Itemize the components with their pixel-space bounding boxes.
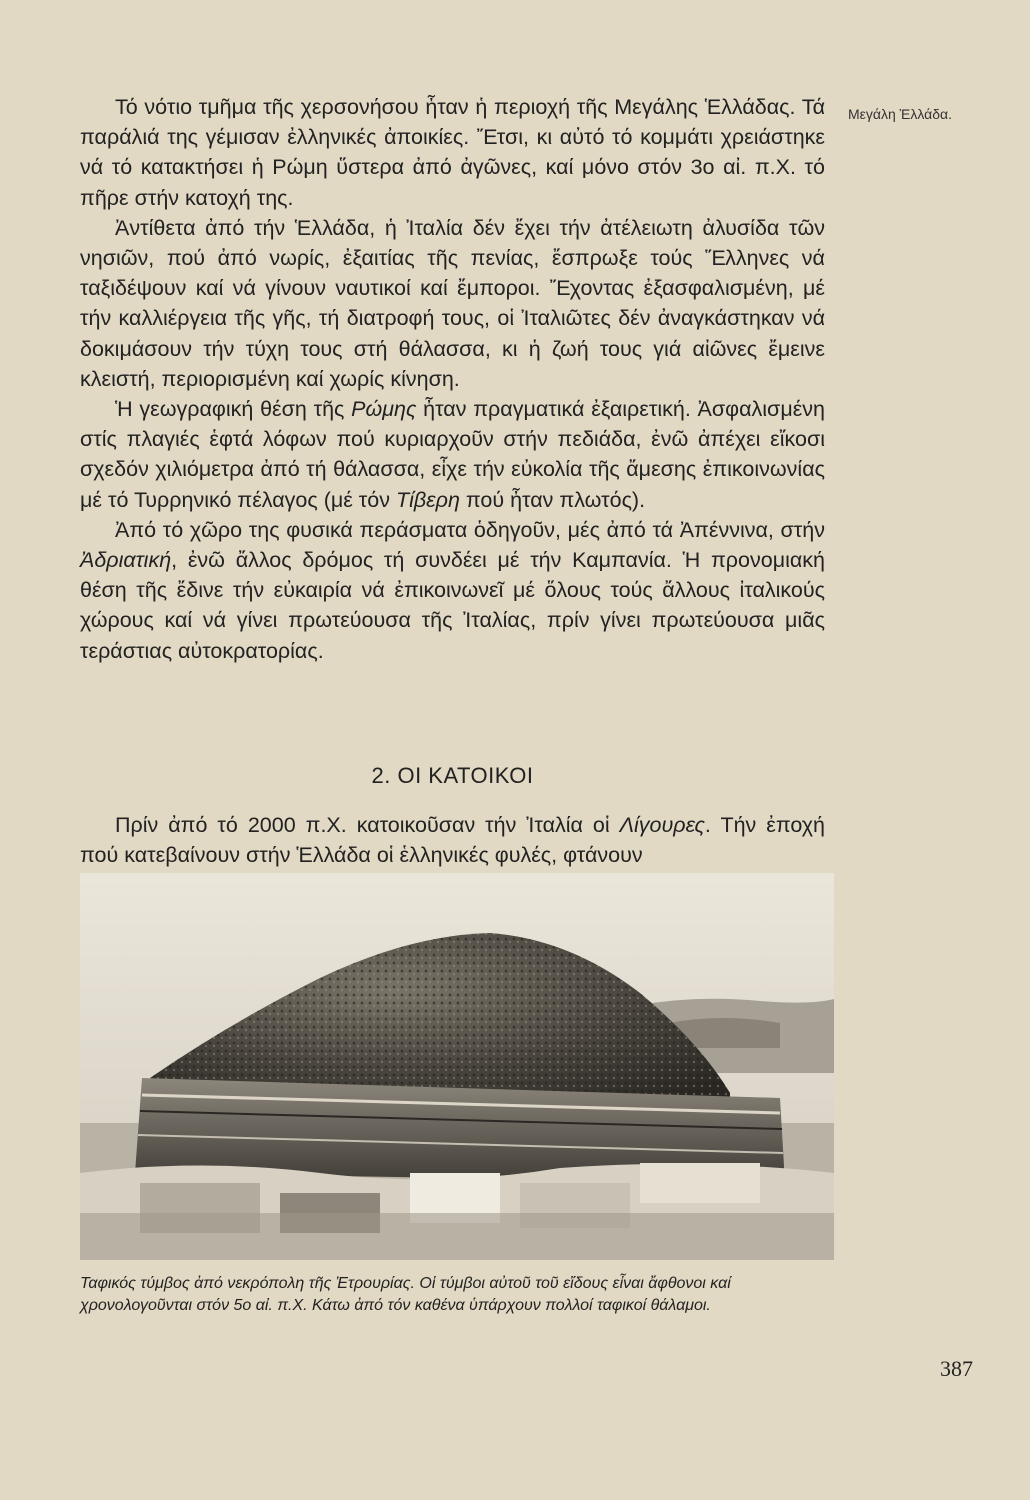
italic-term: Ρώμης <box>351 397 417 422</box>
paragraph <box>80 394 825 515</box>
tumulus-photo <box>80 873 834 1260</box>
text-run: ἦταν πραγματικά ἐξαιρετική. Ἀσφαλισμένη στίς πλαγιές ἑφτά λόφων πού κυριαρχοῦν στήν πεδιάδα, ἐνῶ ἀπέχει εἴκοσι σχεδόν χιλιόμετρα ἀπό τή θάλασσα, εἶχε τήν εὐκολία τῆς ἄμεσης ἐπικοινωνίας μέ τό Τυρρηνικό πέλαγος (μέ τόν <box>80 397 826 512</box>
paragraph <box>80 213 825 394</box>
page-number: 387 <box>940 1356 973 1381</box>
text-run: Πρίν ἀπό τό 2000 π.Χ. κατοικοῦσαν τήν Ἰταλία οἱ <box>115 813 620 837</box>
main-text <box>80 92 825 666</box>
margin-note: Μεγάλη Ἑλλάδα. <box>848 106 953 122</box>
text-run: Ἀντίθετα ἀπό τήν Ἑλλάδα, ἡ Ἰταλία δέν ἔχει τήν ἀτέλειωτη ἀλυσίδα τῶν νησιῶν, πού ἀπό νωρίς, ἐξαιτίας τῆς πενίας, ἔσπρωξε τούς Ἕλληνες νά ταξιδέψουν καί νά γίνουν ναυτικοί καί ἔμποροι. Ἔχοντας ἐξασφαλισμένη, μέ τήν καλλιέργεια τῆς γῆς, τή διατροφή τους, οἱ Ἰταλιῶτες δέν ἀναγκάστηκαν νά δοκιμάσουν τήν τύχη τους στή θάλασσα, κι ἡ ζωή τους γιά αἰῶνες ἔμεινε κλειστή, περιορισμένη καί χωρίς κίνηση. <box>80 215 825 391</box>
text-run: Ἡ γεωγραφική θέση τῆς <box>115 397 352 422</box>
paragraph <box>80 515 825 666</box>
italic-term: Ἀδριατική <box>80 548 172 573</box>
paragraph <box>80 810 825 870</box>
text-run: . Τήν ἐποχή πού κατεβαίνουν στήν Ἑλλάδα οἱ ἑλληνικές φυλές, φτάνουν <box>80 813 826 868</box>
italic-term: Τίβερη <box>395 487 460 512</box>
photo-caption: Ταφικός τύμβος ἀπό νεκρόπολη τῆς Ἐτρουρίας. Οἱ τύμβοι αὐτοῦ τοῦ εἴδους εἶναι ἄφθονοι καί χρονολογοῦνται στόν 5ο αἰ. π.Χ. Κάτω ἀπό τόν καθένα ὑπάρχουν πολλοί ταφικοί θάλαμοι. <box>80 1275 731 1314</box>
tumulus-illustration <box>80 873 834 1260</box>
main-text-continued <box>80 810 825 870</box>
text-run: πού ἦταν πλωτός). <box>459 487 646 512</box>
text-run: , ἐνῶ ἄλλος δρόμος τή συνδέει μέ τήν Καμπανία. Ἡ προνομιακή θέση τῆς ἔδινε τήν εὐκαιρία νά ἐπικοινωνεῖ μέ ὅλους τούς ἄλλους ἰταλικούς χώρους καί νά γίνει πρωτεύουσα τῆς Ἰταλίας, πρίν γίνει πρωτεύουσα μιᾶς τεράστιας αὐτοκρατορίας. <box>80 548 825 663</box>
italic-term: Λίγουρες <box>619 813 705 837</box>
text-run: Ἀπό τό χῶρο της φυσικά περάσματα ὁδηγοῦν, μές ἀπό τά Ἀπέννινα, στήν <box>115 517 825 542</box>
paragraph <box>80 92 825 213</box>
text-run: Τό νότιο τμῆμα τῆς χερσονήσου ἦταν ἡ περιοχή τῆς Μεγάλης Ἑλλάδας. Τά παράλιά της γέμισαν ἐλληνικές ἀποικίες. Ἔτσι, κι αὐτό τό κομμάτι χρειάστηκε νά τό κατακτήσει ἡ Ρώμη ὕστερα ἀπό ἀγῶνες, καί μόνο στόν 3ο αἰ. π.Χ. τό πῆρε στήν κατοχή της. <box>80 95 825 210</box>
section-heading: 2. ΟΙ ΚΑΤΟΙΚΟΙ <box>371 763 534 788</box>
